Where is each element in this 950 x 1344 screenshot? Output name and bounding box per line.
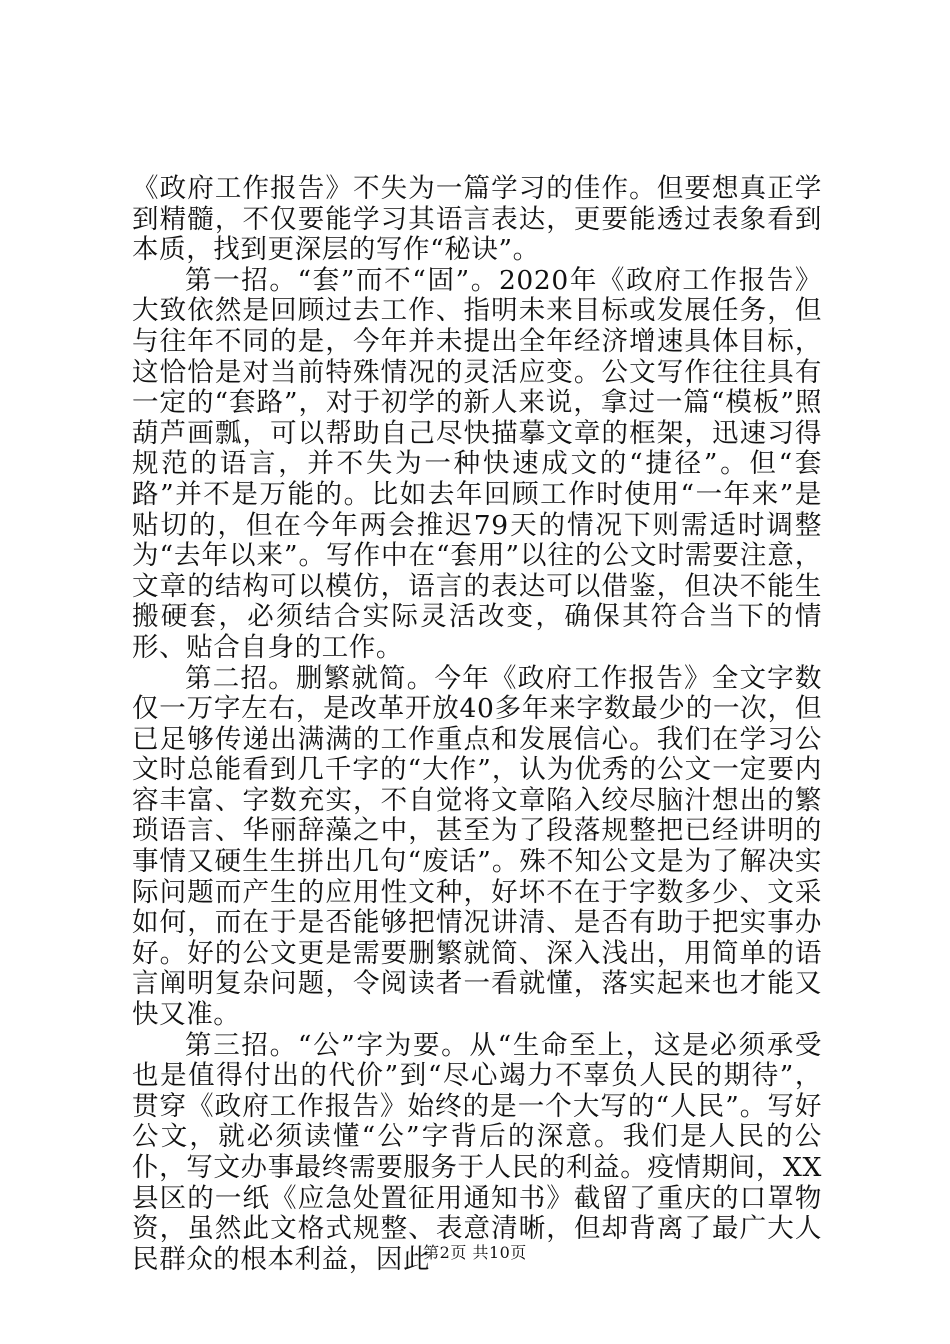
document-body (132, 174, 822, 1275)
page-number-footer: 第2页 共10页 (423, 1243, 527, 1262)
paragraph-tip-one: 第一招。“套”而不“固”。2020年《政府工作报告》大致依然是回顾过去工作、指明未来目标或发展任务，但与往年不同的是，今年并未提出全年经济增速具体目标，这恰恰是对当前特殊情况的灵活应变。公文写作往往具有一定的“套路”，对于初学的新人来说，拿过一篇“模板”照葫芦画瓢，可以帮助自己尽快描摹文章的框架，迅速习得规范的语言，并不失为一种快速成文的“捷径”。但“套路”并不是万能的。比如去年回顾工作时使用“一年来”是贴切的，但在今年两会推迟79天的情况下则需适时调整为“去年以来”。写作中在“套用”以往的公文时需要注意，文章的结构可以模仿，语言的表达可以借鉴，但决不能生搬硬套，必须结合实际灵活改变，确保其符合当下的情形、贴合自身的工作。 (132, 264, 822, 663)
paragraph-intro: 《政府工作报告》不失为一篇学习的佳作。但要想真正学到精髓，不仅要能学习其语言表达，更要能透过表象看到本质，找到更深层的写作“秘诀”。 (132, 173, 822, 266)
paragraph-tip-three: 第三招。“公”字为要。从“生命至上，这是必须承受也是值得付出的代价”到“尽心竭力不辜负人民的期待”，贯穿《政府工作报告》始终的是一个大写的“人民”。写好公文，就必须读懂“公”字背后的深意。我们是人民的公仆，写文办事最终需要服务于人民的利益。疫情期间，XX县区的一纸《应急处置征用通知书》截留了重庆的口罩物资，虽然此文格式规整、表意清晰，但却背离了最广大人民群众的根本利益，因此 (132, 1029, 822, 1275)
paragraph-tip-two: 第二招。删繁就简。今年《政府工作报告》全文字数仅一万字左右，是改革开放40多年来字数最少的一次，但已足够传递出满满的工作重点和发展信心。我们在学习公文时总能看到几千字的“大作”，认为优秀的公文一定要内容丰富、字数充实，不自觉将文章陷入绞尽脑汁想出的繁琐语言、华丽辞藻之中，甚至为了段落规整把已经讲明的事情又硬生生拼出几句“废话”。殊不知公文是为了解决实际问题而产生的应用性文种，好坏不在于字数多少、文采如何，而在于是否能够把情况讲清、是否有助于把实事办好。好的公文更是需要删繁就简、深入浅出，用简单的语言阐明复杂问题，令阅读者一看就懂，落实起来也才能又快又准。 (132, 662, 822, 1031)
